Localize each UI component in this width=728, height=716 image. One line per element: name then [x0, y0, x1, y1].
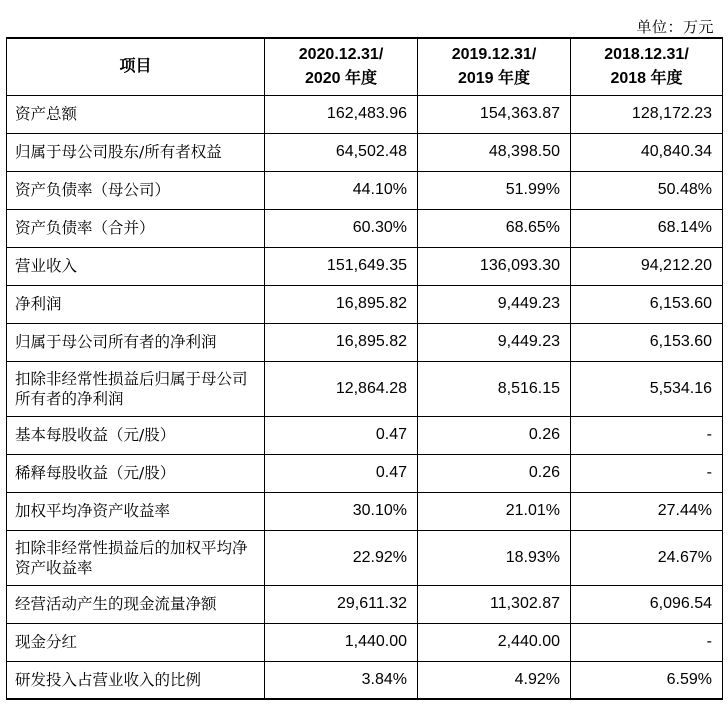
header-col-2019-date: 2019.12.31/: [451, 45, 537, 63]
header-col-2019: [418, 38, 571, 95]
cell-2020: 12,864.28: [265, 361, 418, 416]
table-row: [7, 247, 723, 285]
row-label: 稀释每股收益（元/股）: [7, 454, 265, 492]
cell-2019: 9,449.23: [418, 285, 571, 323]
table-row: [7, 585, 723, 623]
cell-2020: 0.47: [265, 454, 418, 492]
cell-2018: 6,096.54: [571, 585, 723, 623]
cell-2020: 16,895.82: [265, 323, 418, 361]
row-label: 归属于母公司股东/所有者权益: [7, 133, 265, 171]
cell-2019: 68.65%: [418, 209, 571, 247]
cell-2018: 6,153.60: [571, 285, 723, 323]
table-row: [7, 623, 723, 661]
cell-2018: 6.59%: [571, 661, 723, 699]
row-label: 研发投入占营业收入的比例: [7, 661, 265, 699]
cell-2019: 8,516.15: [418, 361, 571, 416]
table-row: [7, 133, 723, 171]
header-col-2018: [571, 38, 723, 95]
header-col-2019-year: 2019 年度: [457, 69, 531, 87]
row-label: 资产负债率（合并）: [7, 209, 265, 247]
cell-2018: 5,534.16: [571, 361, 723, 416]
table-row: [7, 454, 723, 492]
cell-2020: 44.10%: [265, 171, 418, 209]
header-col-2018-year: 2018 年度: [610, 69, 683, 87]
table-row: [7, 171, 723, 209]
header-col-2020: [265, 38, 418, 95]
cell-2019: 11,302.87: [418, 585, 571, 623]
cell-2020: 3.84%: [265, 661, 418, 699]
table-row: [7, 323, 723, 361]
cell-2019: 154,363.87: [418, 95, 571, 133]
table-row: [7, 416, 723, 454]
cell-2019: 48,398.50: [418, 133, 571, 171]
cell-2020: 0.47: [265, 416, 418, 454]
row-label: 净利润: [7, 285, 265, 323]
financial-data-table: [6, 37, 723, 700]
cell-2018: 6,153.60: [571, 323, 723, 361]
table-row: [7, 661, 723, 699]
cell-2019: 21.01%: [418, 492, 571, 530]
cell-2020: 22.92%: [265, 530, 418, 585]
cell-2018: -: [571, 454, 723, 492]
header-col-2020-year: 2020 年度: [304, 69, 378, 87]
cell-2018: 24.67%: [571, 530, 723, 585]
table-row: [7, 285, 723, 323]
cell-2020: 60.30%: [265, 209, 418, 247]
cell-2019: 9,449.23: [418, 323, 571, 361]
cell-2019: 51.99%: [418, 171, 571, 209]
cell-2018: -: [571, 416, 723, 454]
cell-2019: 4.92%: [418, 661, 571, 699]
table-row: [7, 492, 723, 530]
row-label: 资产总额: [7, 95, 265, 133]
row-label: 归属于母公司所有者的净利润: [7, 323, 265, 361]
cell-2018: 94,212.20: [571, 247, 723, 285]
row-label: 加权平均净资产收益率: [7, 492, 265, 530]
table-row: [7, 95, 723, 133]
header-col-2020-date: 2020.12.31/: [298, 45, 384, 63]
cell-2020: 16,895.82: [265, 285, 418, 323]
row-label: 资产负债率（母公司）: [7, 171, 265, 209]
row-label: 经营活动产生的现金流量净额: [7, 585, 265, 623]
cell-2018: 128,172.23: [571, 95, 723, 133]
cell-2018: -: [571, 623, 723, 661]
table-row: [7, 209, 723, 247]
table-row: [7, 361, 723, 416]
unit-label: 单位：万元: [636, 18, 714, 36]
table-row: [7, 530, 723, 585]
cell-2019: 0.26: [418, 454, 571, 492]
cell-2020: 29,611.32: [265, 585, 418, 623]
cell-2020: 151,649.35: [265, 247, 418, 285]
cell-2019: 2,440.00: [418, 623, 571, 661]
cell-2020: 162,483.96: [265, 95, 418, 133]
cell-2019: 136,093.30: [418, 247, 571, 285]
row-label: 营业收入: [7, 247, 265, 285]
table-header-row: [7, 38, 723, 95]
cell-2018: 27.44%: [571, 492, 723, 530]
row-label: 扣除非经常性损益后的加权平均净资产收益率: [7, 530, 265, 585]
cell-2018: 40,840.34: [571, 133, 723, 171]
cell-2020: 64,502.48: [265, 133, 418, 171]
row-label: 基本每股收益（元/股）: [7, 416, 265, 454]
cell-2018: 68.14%: [571, 209, 723, 247]
cell-2020: 30.10%: [265, 492, 418, 530]
cell-2018: 50.48%: [571, 171, 723, 209]
cell-2020: 1,440.00: [265, 623, 418, 661]
cell-2019: 18.93%: [418, 530, 571, 585]
row-label: 扣除非经常性损益后归属于母公司所有者的净利润: [7, 361, 265, 416]
row-label: 现金分红: [7, 623, 265, 661]
header-col-2018-date: 2018.12.31/: [604, 45, 689, 63]
cell-2019: 0.26: [418, 416, 571, 454]
header-item: 项目: [7, 38, 265, 95]
